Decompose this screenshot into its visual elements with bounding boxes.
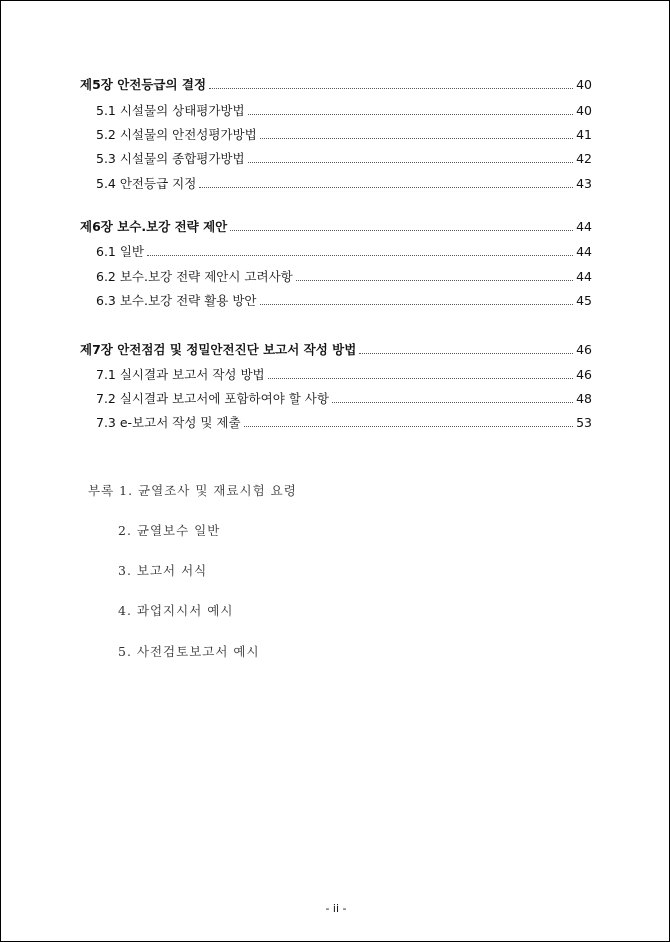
appendix-item: 5. 사전검토보고서 예시 [118, 644, 260, 659]
dotted-leader [260, 304, 574, 305]
appendix-item-label: 1. 균열조사 및 재료시험 요령 [119, 483, 297, 498]
toc-entry-title: 7.1 실시결과 보고서 작성 방법 [96, 367, 265, 382]
dotted-leader [244, 426, 574, 427]
dotted-leader [199, 187, 573, 188]
dotted-leader [248, 162, 574, 163]
toc-section-entry[interactable] [96, 389, 592, 409]
dotted-leader [147, 255, 573, 256]
toc-section-entry[interactable] [96, 291, 592, 311]
toc-page-number: 45 [576, 293, 592, 308]
appendix-item: 3. 보고서 서식 [118, 563, 208, 578]
toc-entry-title: 7.3 e-보고서 작성 및 제출 [96, 415, 241, 430]
toc-section-entry[interactable] [96, 101, 592, 121]
toc-section-entry[interactable] [96, 125, 592, 145]
dotted-leader [359, 353, 573, 354]
toc-entry-title: 5.4 안전등급 지정 [96, 176, 197, 191]
toc-entry-title: 5.1 시설물의 상태평가방법 [96, 103, 245, 118]
toc-page-number: 48 [576, 391, 592, 406]
toc-entry-title: 5.3 시설물의 종합평가방법 [96, 151, 245, 166]
toc-entry-title: 제6장 보수.보강 전략 제안 [80, 219, 228, 234]
appendix-prefix: 부록 [88, 483, 115, 498]
appendix-item: 4. 과업지시서 예시 [118, 603, 234, 618]
toc-entry-title: 제7장 안전점검 및 정밀안전진단 보고서 작성 방법 [80, 342, 357, 357]
toc-section-entry[interactable] [96, 174, 592, 194]
dotted-leader [296, 280, 573, 281]
toc-entry-title: 제5장 안전등급의 결정 [80, 77, 207, 92]
page-number: - ii - [325, 902, 347, 915]
toc-entry-title: 6.2 보수.보강 전략 제안시 고려사항 [96, 269, 293, 284]
toc-page-number: 46 [576, 367, 592, 382]
toc-section-entry[interactable] [96, 242, 592, 262]
appendix-item: 2. 균열보수 일반 [118, 523, 221, 538]
dotted-leader [209, 88, 573, 89]
dotted-leader [332, 402, 573, 403]
dotted-leader [260, 138, 573, 139]
toc-section-entry[interactable] [96, 365, 592, 385]
toc-page-number: 44 [576, 244, 592, 259]
toc-page-number: 40 [576, 103, 592, 118]
toc-page-number: 44 [576, 269, 592, 284]
dotted-leader [268, 378, 573, 379]
toc-entry-title: 5.2 시설물의 안전성평가방법 [96, 127, 257, 142]
toc-page-number: 53 [576, 415, 592, 430]
toc-chapter-entry[interactable] [80, 75, 592, 95]
toc-entry-title: 7.2 실시결과 보고서에 포함하여야 할 사항 [96, 391, 329, 406]
toc-chapter-entry[interactable] [80, 340, 592, 360]
toc-section-entry[interactable] [96, 267, 592, 287]
toc-entry-title: 6.3 보수.보강 전략 활용 방안 [96, 293, 257, 308]
toc-section-entry[interactable] [96, 413, 592, 433]
toc-page-number: 44 [576, 219, 592, 234]
toc-page-number: 46 [576, 342, 592, 357]
dotted-leader [230, 230, 573, 231]
toc-page-number: 40 [576, 77, 592, 92]
toc-section-entry[interactable] [96, 149, 592, 169]
dotted-leader [248, 114, 574, 115]
appendix-item [88, 481, 297, 499]
toc-chapter-entry[interactable] [80, 217, 592, 237]
toc-page-number: 42 [576, 151, 592, 166]
toc-entry-title: 6.1 일반 [96, 244, 145, 259]
toc-page-number: 41 [576, 127, 592, 142]
toc-page-number: 43 [576, 176, 592, 191]
